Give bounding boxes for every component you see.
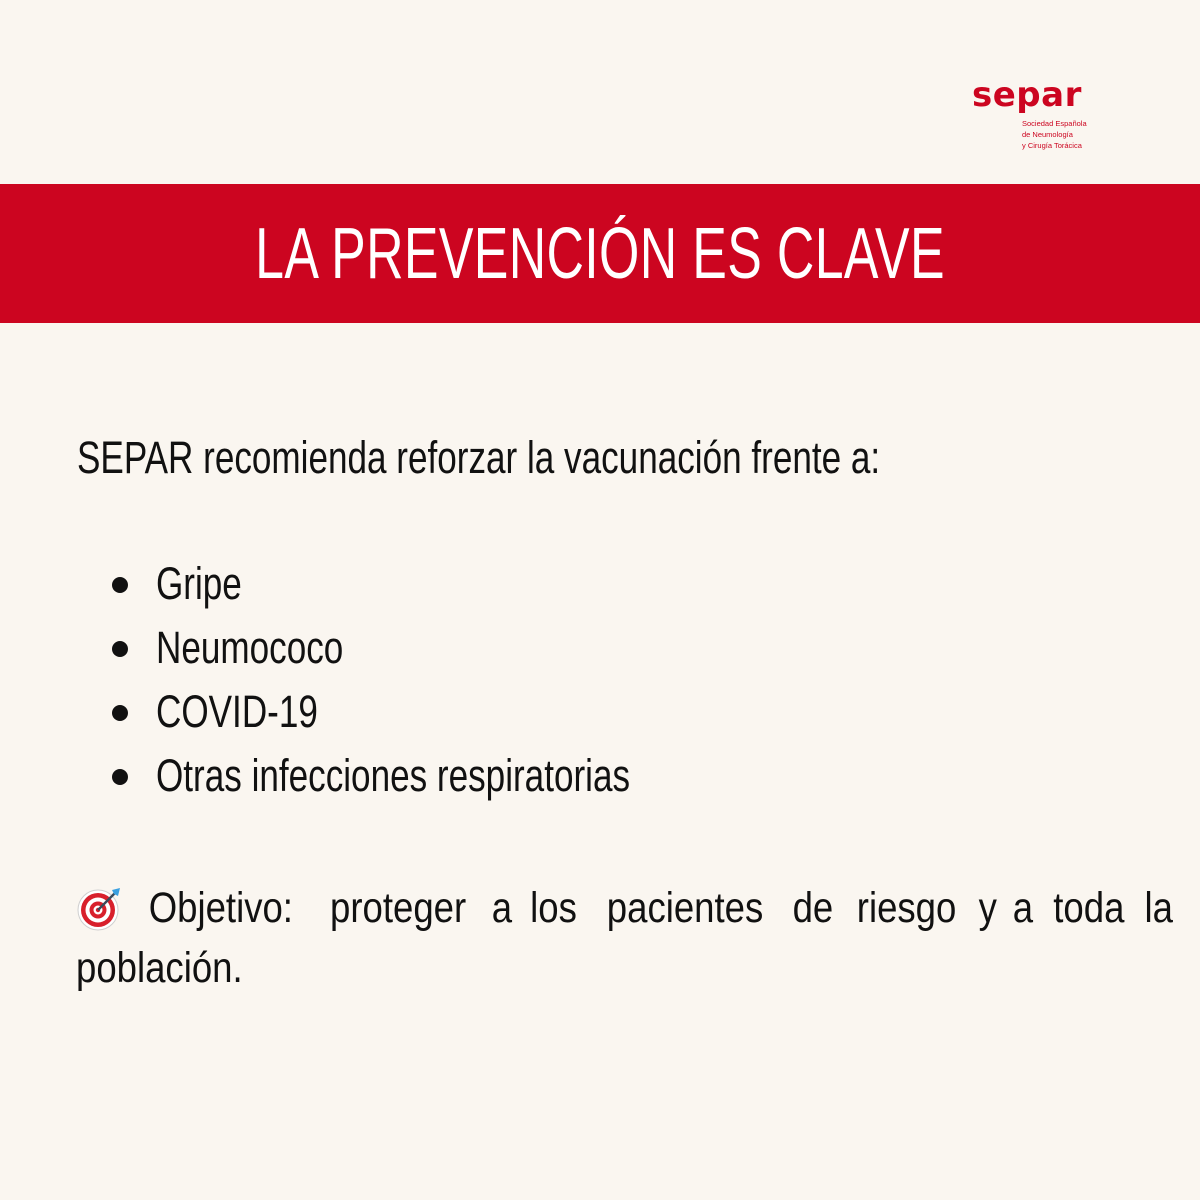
bullet-icon (112, 705, 128, 721)
intro-text (77, 430, 1107, 486)
bullet-icon (112, 577, 128, 593)
objective-word: de (792, 883, 833, 932)
objective-line-1 (76, 878, 1176, 938)
objective-word: pacientes (606, 883, 763, 932)
list-item-label: COVID-19 (156, 686, 318, 737)
objective-line-2 (76, 938, 1176, 998)
objective-word: toda (1053, 883, 1125, 932)
logo-wordmark: separ (972, 75, 1082, 115)
objective-word: a (1012, 883, 1034, 932)
objective-word: Objetivo: (148, 883, 293, 932)
separ-logo (972, 75, 1112, 151)
list-item-label: Otras infecciones respiratorias (156, 750, 631, 801)
objective-paragraph (76, 878, 1176, 998)
bullet-icon (112, 769, 128, 785)
bullet-icon (112, 641, 128, 657)
objective-word: y (979, 883, 998, 932)
objective-word: proteger (329, 883, 466, 932)
objective-word: a (491, 883, 512, 932)
objective-word: población. (76, 944, 243, 992)
target-icon (76, 884, 124, 932)
title-banner (0, 184, 1200, 323)
list-item-label: Neumococo (156, 622, 344, 673)
banner-title: LA PREVENCIÓN ES CLAVE (255, 213, 945, 294)
logo-subtitle-line: y Cirugía Torácica (1022, 141, 1082, 150)
logo-subtitle (1022, 118, 1112, 151)
objective-word: los (529, 883, 577, 932)
logo-subtitle-line: Sociedad Española (1022, 119, 1087, 128)
logo-subtitle-line: de Neumología (1022, 130, 1073, 139)
list-item-label: Gripe (156, 558, 242, 609)
intro-line: SEPAR recomienda reforzar la vacunación frente a: (77, 432, 881, 483)
objective-word: la (1144, 883, 1174, 932)
objective-word: riesgo (857, 883, 957, 932)
